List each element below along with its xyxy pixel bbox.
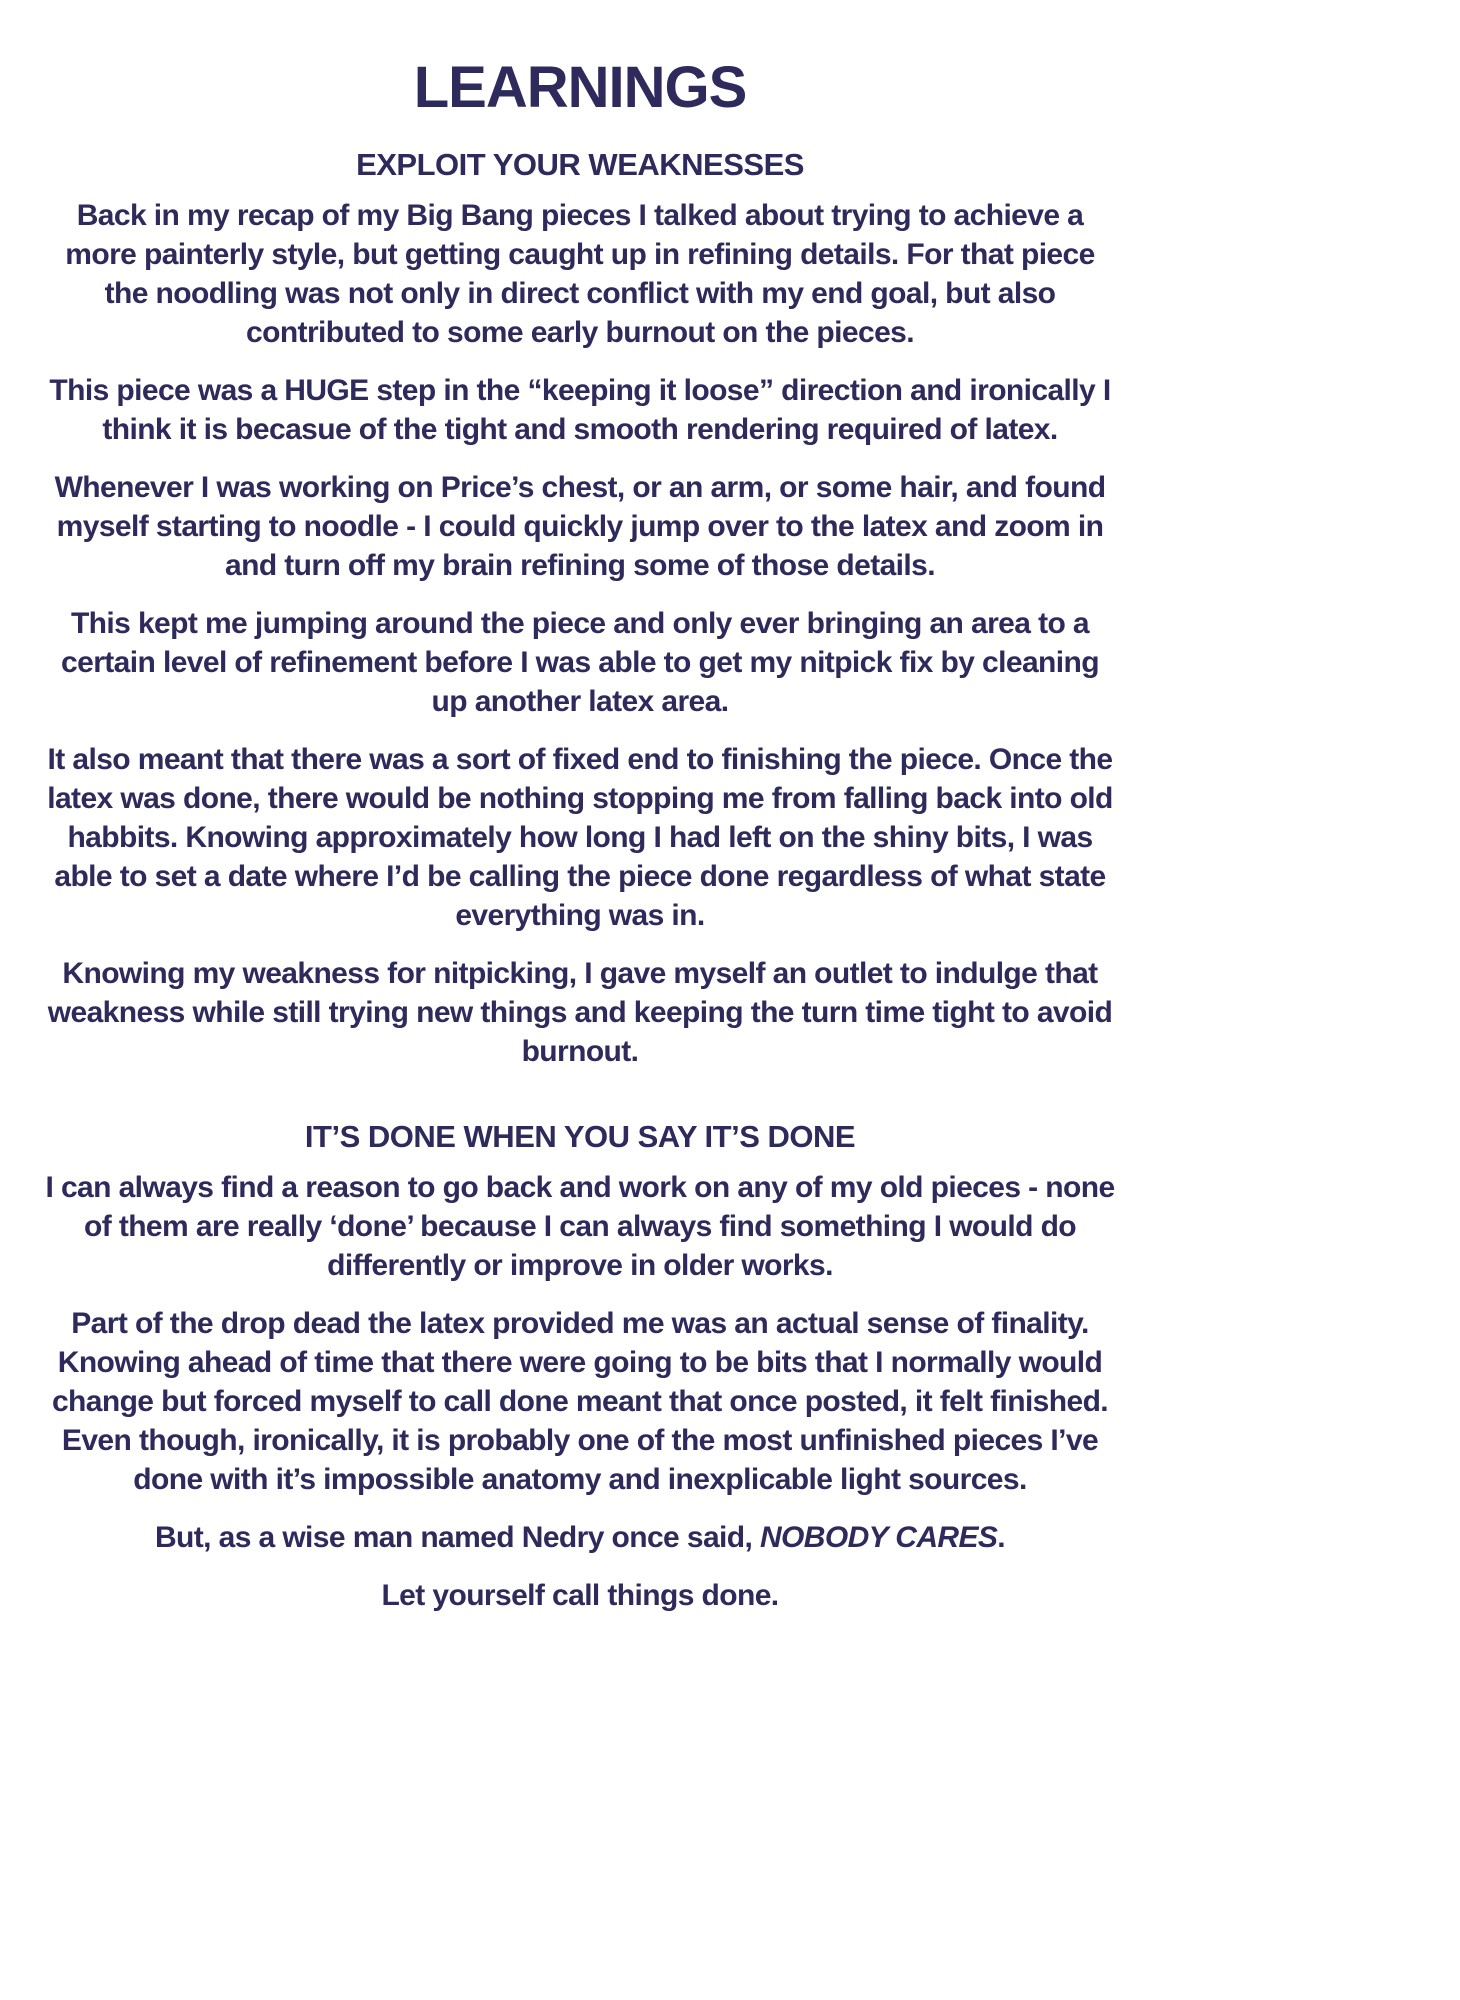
paragraph: This piece was a HUGE step in the “keeping it loose” direction and ironically I think it is becasue of the tight and smooth rendering required of latex.	[49, 373, 1111, 446]
paragraph: Back in my recap of my Big Bang pieces I talked about trying to achieve a more painterly style, but getting caught up in refining details. For that piece the noodling was not only in direct conflict with my end goal, but also contributed to some early burnout on the pieces.	[65, 198, 1095, 349]
text-column	[44, 0, 1116, 1615]
quote-suffix: .	[997, 1520, 1006, 1554]
paragraph: Knowing my weakness for nitpicking, I gave myself an outlet to indulge that weakness while still trying new things and keeping the turn time tight to avoid burnout.	[47, 956, 1113, 1068]
paragraph: Whenever I was working on Price’s chest, or an arm, or some hair, and found myself starting to noodle - I could quickly jump over to the latex and zoom in and turn off my brain refining some of those details.	[54, 470, 1106, 582]
quote-italic-nobody-cares: NOBODY CARES	[759, 1520, 998, 1554]
paragraph: This kept me jumping around the piece and only ever bringing an area to a certain level of refinement before I was able to get my nitpick fix by cleaning up another latex area.	[61, 606, 1099, 718]
paragraph: It also meant that there was a sort of fixed end to finishing the piece. Once the latex was done, there would be nothing stopping me from falling back into old habbits. Knowing approximately how long I had left on the shiny bits, I was able to set a date where I’d be calling the piece done regardless of what state everything was in.	[47, 742, 1113, 932]
closing-line: Let yourself call things done.	[381, 1578, 779, 1612]
quote-prefix: But, as a wise man named Nedry once said,	[154, 1520, 760, 1554]
quote-paragraph	[44, 1518, 1116, 1557]
paragraph: Part of the drop dead the latex provided me was an actual sense of finality. Knowing ahead of time that there were going to be bits that I normally would change but forced myself to call done meant that once posted, it felt finished. Even though, ironically, it is probably one of the most unfinished pieces I’ve done with it’s impossible anatomy and inexplicable light sources.	[51, 1306, 1109, 1496]
section-heading-exploit-your-weaknesses: EXPLOIT YOUR WEAKNESSES	[356, 146, 804, 182]
paragraph: I can always find a reason to go back and work on any of my old pieces - none of them are really ‘done’ because I can always find something I would do differently or improve in older works.	[45, 1170, 1115, 1282]
section-heading-its-done-when-you-say-its-done: IT’S DONE WHEN YOU SAY IT’S DONE	[304, 1118, 856, 1154]
page-title: LEARNINGS	[413, 55, 747, 120]
